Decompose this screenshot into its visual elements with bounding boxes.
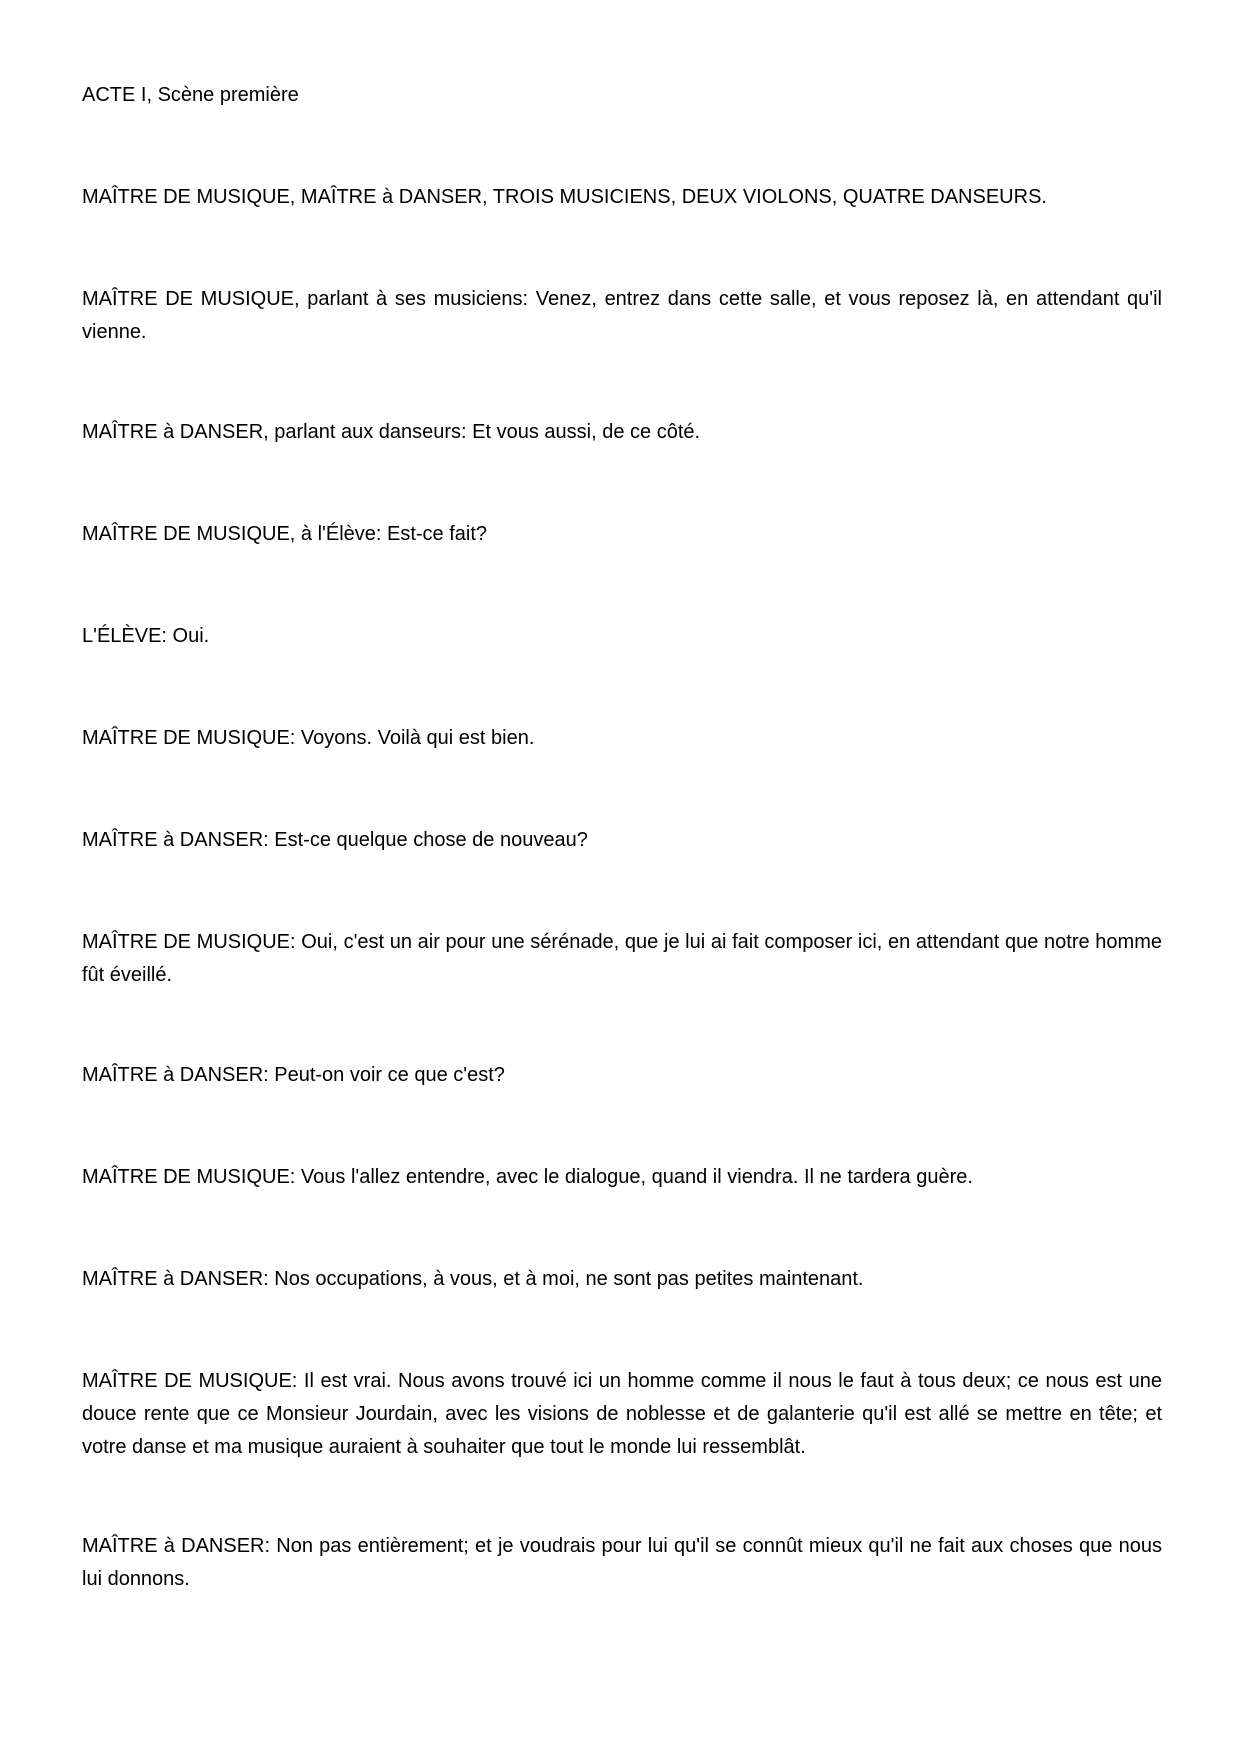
dialogue-line: MAÎTRE DE MUSIQUE: Voyons. Voilà qui est bien.	[82, 727, 535, 749]
dialogue-line: MAÎTRE à DANSER: Nos occupations, à vous, et à moi, ne sont pas petites maintenant.	[82, 1268, 864, 1290]
dialogue-line: MAÎTRE DE MUSIQUE: Oui, c'est un air pour une sérénade, que je lui ai fait composer ici, en attendant que notre homme fût éveillé.	[82, 931, 1162, 986]
dialogue-line: MAÎTRE DE MUSIQUE: Vous l'allez entendre, avec le dialogue, quand il viendra. Il ne tardera guère.	[82, 1166, 973, 1188]
dialogue-line: MAÎTRE DE MUSIQUE, à l'Élève: Est-ce fait?	[82, 523, 488, 545]
dialogue-line: MAÎTRE à DANSER: Non pas entièrement; et je voudrais pour lui qu'il se connût mieux qu'il ne fait aux choses que nous lui donnons.	[82, 1535, 1162, 1590]
cast-list: MAÎTRE DE MUSIQUE, MAÎTRE à DANSER, TROIS MUSICIENS, DEUX VIOLONS, QUATRE DANSEURS.	[82, 186, 1047, 208]
dialogue-line: MAÎTRE à DANSER, parlant aux danseurs: Et vous aussi, de ce côté.	[82, 421, 701, 443]
dialogue-line: MAÎTRE DE MUSIQUE: Il est vrai. Nous avons trouvé ici un homme comme il nous le faut à tous deux; ce nous est une douce rente que ce Monsieur Jourdain, avec les visions de noblesse et de galanterie qu'il est allé se mettre en tête; et votre danse et ma musique auraient à souhaiter que tout le monde lui ressemblât.	[82, 1370, 1162, 1458]
dialogue-line: MAÎTRE à DANSER: Peut-on voir ce que c'est?	[82, 1064, 505, 1086]
dialogue-line: MAÎTRE à DANSER: Est-ce quelque chose de nouveau?	[82, 829, 588, 851]
scene-heading: ACTE I, Scène première	[82, 84, 299, 106]
dialogue-line: L'ÉLÈVE: Oui.	[82, 625, 210, 647]
dialogue-line: MAÎTRE DE MUSIQUE, parlant à ses musiciens: Venez, entrez dans cette salle, et vous reposez là, en attendant qu'il vienne.	[82, 288, 1162, 343]
